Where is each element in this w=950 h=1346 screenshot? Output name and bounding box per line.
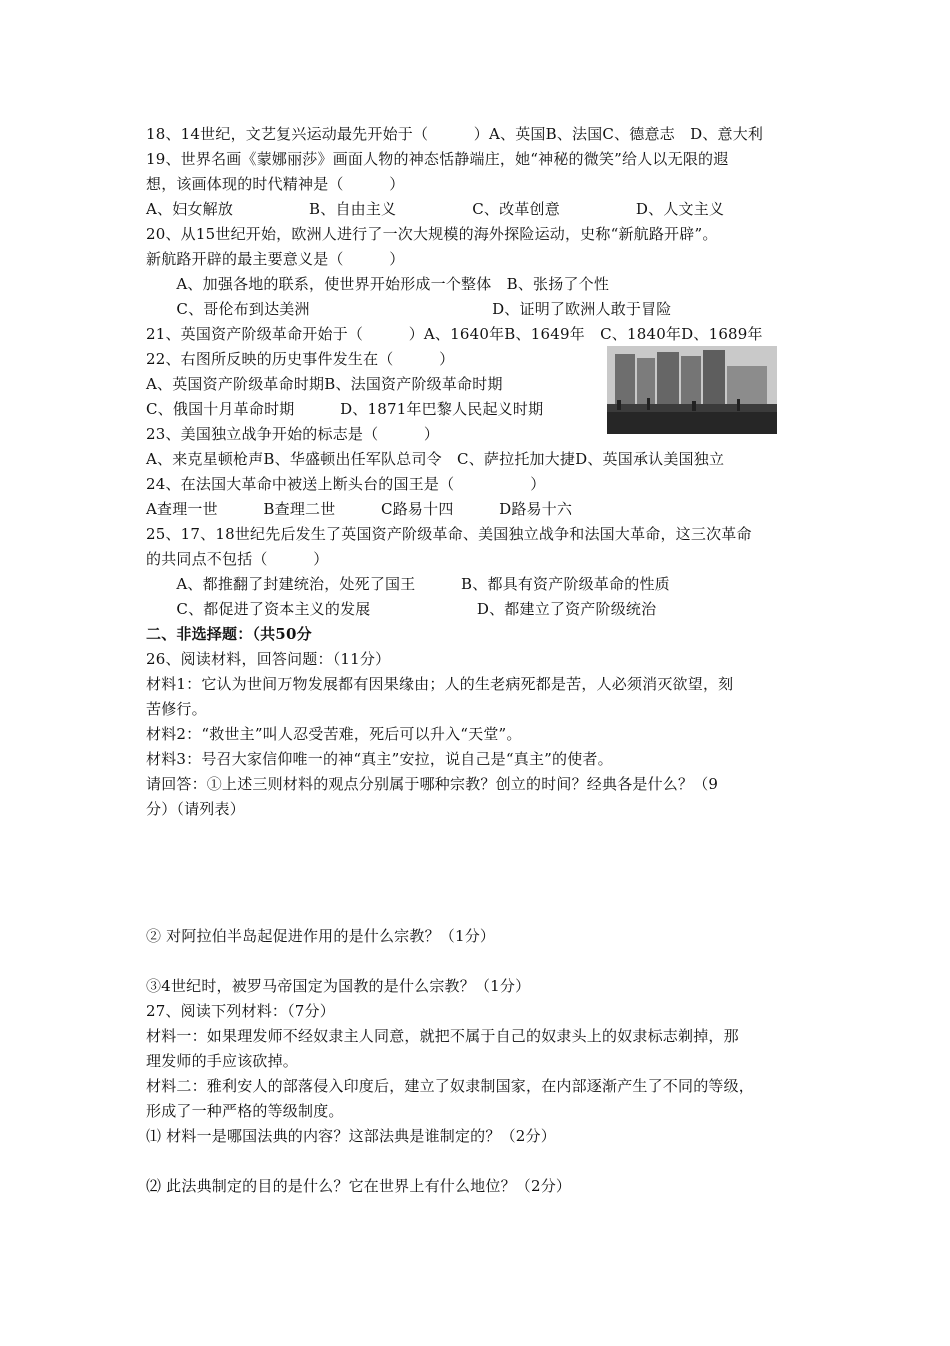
q26-material1-line2: 苦修行。 — [146, 700, 207, 718]
q26-material2: 材料2：“救世主”叫人忍受苦难，死后可以升入“天堂”。 — [146, 725, 522, 743]
q27-question1: ⑴ 材料一是哪国法典的内容？这部法典是谁制定的？（2分） — [146, 1127, 556, 1145]
q26-question1-line1: 请回答：①上述三则材料的观点分别属于哪种宗教？创立的时间？经典各是什么？（9 — [146, 775, 719, 793]
q27-question2: ⑵ 此法典制定的目的是什么？它在世界上有什么地位？（2分） — [146, 1177, 572, 1195]
q19-line1: 19、世界名画《蒙娜丽莎》画面人物的神态恬静端庄，她“神秘的微笑”给人以无限的遐 — [146, 150, 729, 168]
q27-material1-line2: 理发师的手应该砍掉。 — [146, 1052, 299, 1070]
q20-options-cd: C、哥伦布到达美洲 D、证明了欧洲人敢于冒险 — [146, 300, 672, 318]
q26-material3: 材料3：号召大家信仰唯一的神“真主”安拉，说自己是“真主”的使者。 — [146, 750, 613, 768]
q20-line2: 新航路开辟的最主要意义是（ ） — [146, 250, 405, 268]
q23-options: A、来克星顿枪声B、华盛顿出任军队总司令 C、萨拉托加大捷D、英国承认美国独立 — [146, 450, 725, 468]
section-heading: 二、非选择题：（共50分 — [146, 625, 312, 643]
q27: 27、阅读下列材料：（7分） — [146, 1002, 335, 1020]
q26-question1-line2: 分）（请列表） — [146, 800, 245, 818]
q25-options-cd: C、都促进了资本主义的发展 D、都建立了资产阶级统治 — [146, 600, 657, 618]
q25-line2: 的共同点不包括（ ） — [146, 550, 329, 568]
q19-options: A、妇女解放 B、自由主义 C、改革创意 D、人文主义 — [146, 200, 725, 218]
q24-options: A查理一世 B查理二世 C路易十四 D路易十六 — [146, 500, 573, 518]
q18: 18、14世纪，文艺复兴运动最先开始于（ ）A、英国B、法国C、德意志 D、意大利 — [146, 125, 764, 143]
q25-line1: 25、17、18世纪先后发生了英国资产阶级革命、美国独立战争和法国大革命，这三次革命 — [146, 525, 752, 543]
q27-material2-line1: 材料二：雅利安人的部落侵入印度后，建立了奴隶制国家，在内部逐渐产生了不同的等级， — [146, 1077, 755, 1095]
q26-material1-line1: 材料1：它认为世间万物发展都有因果缘由；人的生老病死都是苦，人必须消灭欲望，刻 — [146, 675, 734, 693]
q26-question2: ② 对阿拉伯半岛起促进作用的是什么宗教？（1分） — [146, 927, 496, 945]
q23: 23、美国独立战争开始的标志是（ ） — [146, 425, 440, 443]
q22-options-cd: C、俄国十月革命时期 D、1871年巴黎人民起义时期 — [146, 400, 544, 418]
q27-material2-line2: 形成了一种严格的等级制度。 — [146, 1102, 344, 1120]
q21: 21、英国资产阶级革命开始于（ ）A、1640年B、1649年 C、1840年D、1689年 — [146, 325, 763, 343]
q26-question3: ③4世纪时，被罗马帝国定为国教的是什么宗教？（1分） — [146, 977, 531, 995]
bastille-photo — [607, 346, 777, 434]
q25-options-ab: A、都推翻了封建统治，处死了国王 B、都具有资产阶级革命的性质 — [146, 575, 670, 593]
q24: 24、在法国大革命中被送上断头台的国王是（ ） — [146, 475, 546, 493]
bastille-image-icon — [607, 346, 777, 434]
q27-material1-line1: 材料一：如果理发师不经奴隶主人同意，就把不属于自己的奴隶头上的奴隶标志剃掉，那 — [146, 1027, 739, 1045]
q26: 26、阅读材料，回答问题：（11分） — [146, 650, 391, 668]
q19-line2: 想，该画体现的时代精神是（ ） — [146, 175, 405, 193]
q22-options-ab: A、英国资产阶级革命时期B、法国资产阶级革命时期 — [146, 375, 503, 393]
q20-line1: 20、从15世纪开始，欧洲人进行了一次大规模的海外探险运动，史称“新航路开辟”。 — [146, 225, 718, 243]
q20-options-ab: A、加强各地的联系，使世界开始形成一个整体 B、张扬了个性 — [146, 275, 610, 293]
q22: 22、右图所反映的历史事件发生在（ ） — [146, 350, 455, 368]
